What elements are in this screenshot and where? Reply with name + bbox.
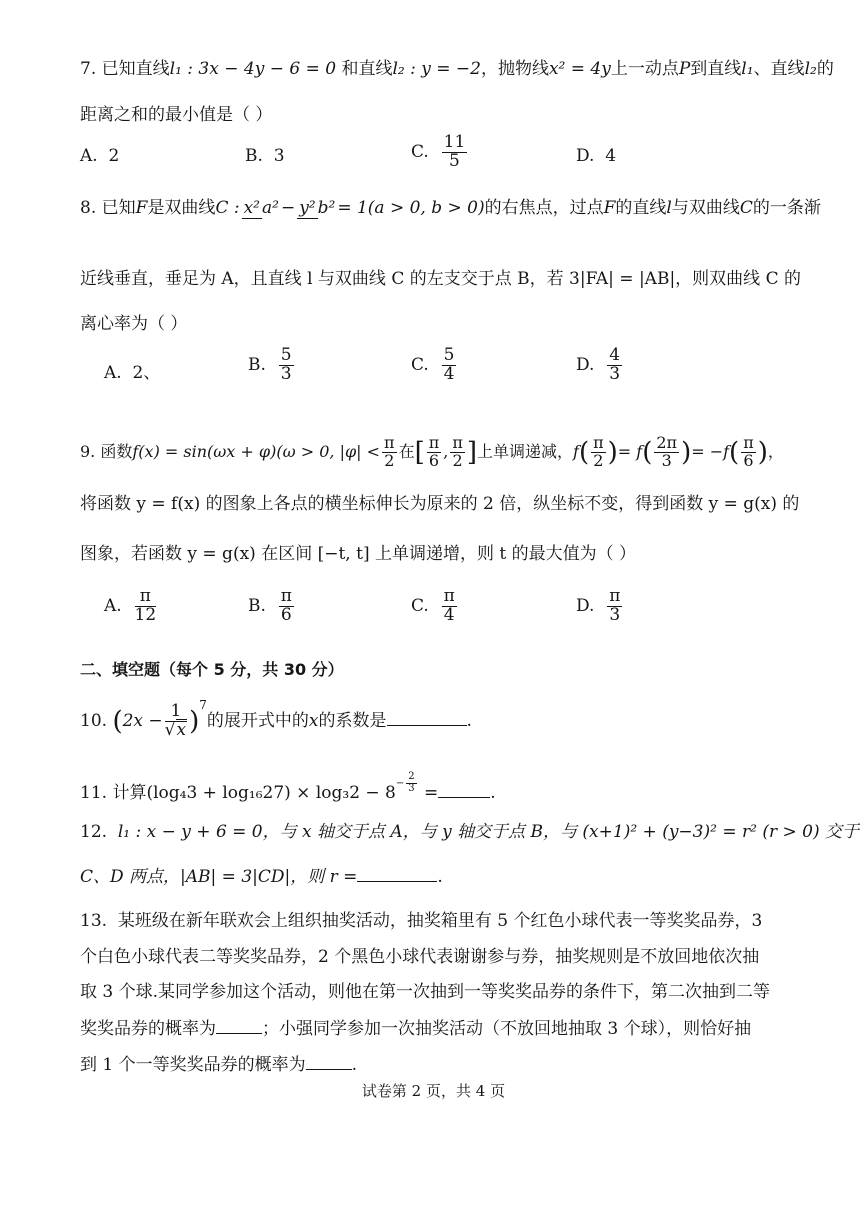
q11-number: 11. (80, 783, 108, 804)
q7-text: 到直线 (690, 59, 742, 79)
q7-text: 的 (816, 59, 834, 79)
q12-line2: C、D 两点，|AB| = 3|CD|，则 r = . (80, 867, 443, 887)
q7-option-b: B. 3 (245, 146, 285, 166)
q8-option-c: C. $\frac{5}{4}$ (411, 345, 455, 384)
q8-number: 8. (80, 198, 97, 218)
q7-l2-short: l₂ (804, 59, 817, 79)
q12-number: 12. (80, 822, 108, 842)
q11-answer-blank[interactable] (438, 797, 490, 798)
q8-option-d: D. $\frac{4}{3}$ (576, 345, 621, 384)
q13-line5: 到 1 个一等奖奖品券的概率为 . (80, 1055, 358, 1075)
q7-line-l1: l₁ : 3x − 4y − 6 = 0 (169, 59, 337, 79)
q7-text: 上一动点 (610, 59, 679, 79)
q7-text: 、直线 (753, 59, 805, 79)
q10-line: 10. (2x − $\frac{1}{√x}$ )$^7$的展开式中的x的系数是 . (80, 698, 472, 740)
q13-number: 13. (80, 911, 108, 931)
q8-line2: 近线垂直，垂足为 A，且直线 l 与双曲线 C 的左支交于点 B，若 3|FA| = |AB|，则双曲线 C 的 (80, 269, 801, 289)
q7-line-l2: l₂ : y = −2 (392, 59, 481, 79)
q7-number: 7. (80, 59, 97, 79)
q13-line3: 取 3 个球.某同学参加这个活动，则他在第一次抽到一等奖奖品券的条件下，第二次抽到二等 (80, 982, 771, 1002)
q7-parabola: x² = 4y (548, 59, 611, 79)
q13-line4: 奖奖品券的概率为 ；小强同学参加一次抽奖活动（不放回地抽取 3 个球），则恰好抽 (80, 1019, 752, 1039)
q7-option-d: D. 4 (576, 146, 617, 166)
q13-line1: 13. 某班级在新年联欢会上组织抽奖活动，抽奖箱里有 5 个红色小球代表一等奖奖品券，3 (80, 911, 763, 931)
q13-answer-blank-1[interactable] (216, 1033, 262, 1034)
q7-line2: 距离之和的最小值是（ ） (80, 105, 273, 125)
q7-text: 和直线 (341, 59, 393, 79)
q11-line: 11. 计算$(\log_43 + \log_{16}27) \times \log_32 - 8^{- \frac{2}{3}}$ = . (80, 771, 496, 804)
q10-answer-blank[interactable] (387, 725, 467, 726)
q8-option-b: B. $\frac{5}{3}$ (248, 345, 292, 384)
section-title-fill-in: 二、填空题（每个 5 分，共 30 分） (80, 660, 344, 679)
q7-line1 (80, 58, 834, 80)
q7-l1-short: l₁ (741, 59, 754, 79)
q13-answer-blank-2[interactable] (306, 1069, 352, 1070)
q8-line1: 8. 已知F是双曲线C : x² a² − y² b² = 1(a > 0, b > 0)的右焦点，过点F的直线l与双曲线C的一条渐 (80, 197, 821, 218)
q7-option-a: A. 2 (80, 146, 120, 166)
q9-line3: 图象，若函数 y = g(x) 在区间 [−t, t] 上单调递增，则 t 的最大值为（ ） (80, 544, 637, 564)
q7-option-c: C. $\frac{11}{5}$ (411, 132, 466, 171)
q7-text: 已知直线 (101, 59, 170, 79)
q9-line2: 将函数 y = f(x) 的图象上各点的横坐标伸长为原来的 2 倍，纵坐标不变，得到函数 y = g(x) 的 (80, 494, 800, 514)
q13-line2: 个白色小球代表二等奖奖品券，2 个黑色小球代表谢谢参与券，抽奖规则是不放回地依次抽 (80, 947, 760, 967)
page-footer: 试卷第 2 页，共 4 页 (361, 1082, 506, 1100)
q7-point: P (678, 59, 691, 79)
q7-text: ，抛物线 (480, 59, 549, 79)
q8-line3: 离心率为（ ） (80, 314, 188, 334)
q9-number: 9. (80, 441, 96, 461)
q12-line1: 12. l₁ : x − y + 6 = 0，与 x 轴交于点 A，与 y 轴交于点 B，与 (x+1)² + (y−3)² = r² (r > 0) 交于 (80, 822, 859, 842)
q9-option-b: B. $\frac{\pi}{6}$ (248, 586, 292, 625)
q10-number: 10. (80, 710, 108, 731)
q12-answer-blank[interactable] (357, 881, 437, 882)
q9-line1: 9. 函数f(x) = sin(ωx + φ)(ω > 0, |φ| < $\frac{\pi}{2}$ 在[ $\frac{\pi}{6}$ , $\frac{\pi}{2}$ ]上单调递减，f( $\frac{\pi}{2}$ )= f( $\frac{2\pi}{3}$ )= −f( $\frac{\pi}{6}$ )， (80, 433, 784, 470)
q9-option-a: A. $\frac{\pi}{12}$ (104, 586, 157, 625)
q9-option-d: D. $\frac{\pi}{3}$ (576, 586, 621, 625)
q8-option-a: A. 2、 (104, 363, 161, 383)
q9-option-c: C. $\frac{\pi}{4}$ (411, 586, 455, 625)
